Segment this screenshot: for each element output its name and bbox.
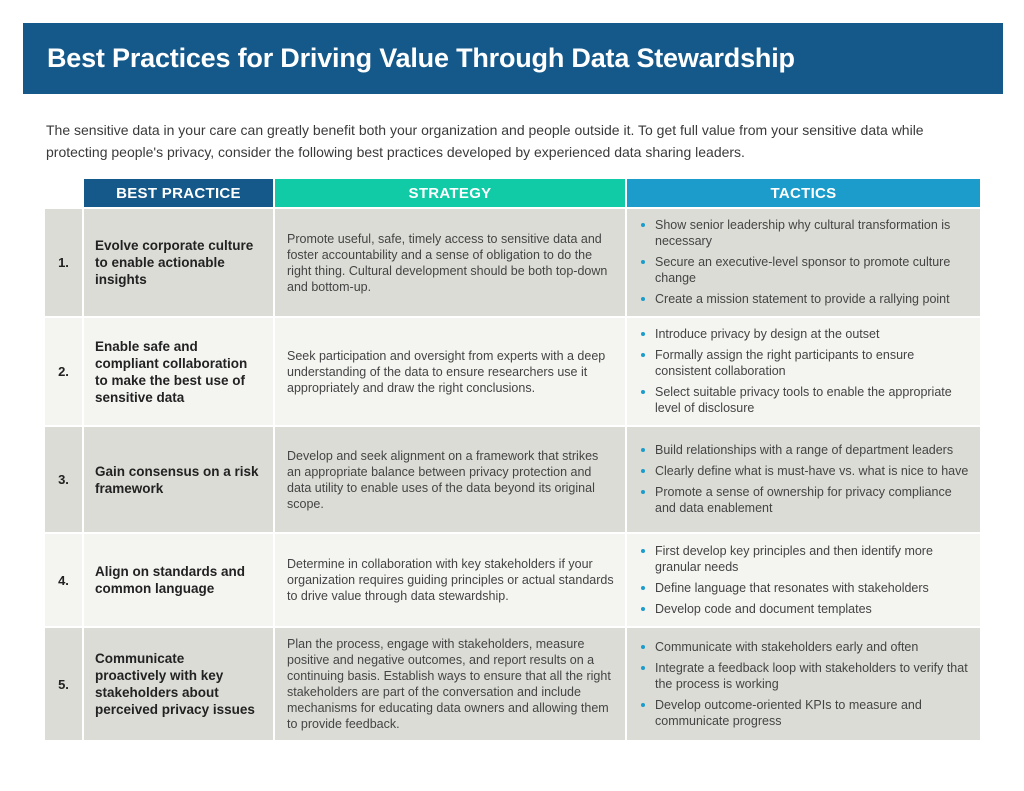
strategy-cell: Seek participation and oversight from experts with a deep understanding of the data to ensure researchers use it appropriately and draw the right conclusions. bbox=[275, 318, 625, 425]
tactic-item: Select suitable privacy tools to enable the appropriate level of disclosure bbox=[641, 384, 970, 416]
tactic-item: Show senior leadership why cultural transformation is necessary bbox=[641, 217, 970, 249]
practice-cell: Communicate proactively with key stakeholders about perceived privacy issues bbox=[84, 628, 273, 740]
tactic-item: Clearly define what is must-have vs. what is nice to have bbox=[641, 463, 970, 479]
practice-cell: Enable safe and compliant collaboration to make the best use of sensitive data bbox=[84, 318, 273, 425]
tactic-item: First develop key principles and then identify more granular needs bbox=[641, 543, 970, 575]
tactics-list bbox=[641, 326, 970, 416]
tactics-list bbox=[641, 442, 970, 516]
number-column-header bbox=[45, 179, 82, 207]
strategy-column-header: STRATEGY bbox=[275, 179, 625, 207]
tactics-cell bbox=[627, 427, 980, 532]
strategy-cell: Determine in collaboration with key stakeholders if your organization requires guiding principles or actual standards to drive value through data stewardship. bbox=[275, 534, 625, 626]
row-number: 1. bbox=[45, 209, 82, 316]
strategy-cell: Develop and seek alignment on a framework that strikes an appropriate balance between privacy protection and data utility to enable uses of the data beyond its original scope. bbox=[275, 427, 625, 532]
strategy-cell: Promote useful, safe, timely access to sensitive data and foster accountability and a sense of obligation to do the right thing. Cultural development should be both top-down and bottom-up. bbox=[275, 209, 625, 316]
tactic-item: Develop outcome-oriented KPIs to measure and communicate progress bbox=[641, 697, 970, 729]
best-practice-column-header: BEST PRACTICE bbox=[84, 179, 273, 207]
practice-cell: Gain consensus on a risk framework bbox=[84, 427, 273, 532]
row-number: 5. bbox=[45, 628, 82, 740]
page-title: Best Practices for Driving Value Through Data Stewardship bbox=[23, 23, 1003, 94]
tactics-cell bbox=[627, 628, 980, 740]
table-row bbox=[45, 427, 980, 532]
best-practices-table bbox=[43, 177, 982, 742]
row-number: 2. bbox=[45, 318, 82, 425]
table-row bbox=[45, 209, 980, 316]
tactics-cell bbox=[627, 318, 980, 425]
tactic-item: Secure an executive-level sponsor to promote culture change bbox=[641, 254, 970, 286]
table-header-row bbox=[45, 179, 980, 207]
tactics-list bbox=[641, 639, 970, 729]
tactic-item: Build relationships with a range of department leaders bbox=[641, 442, 970, 458]
tactics-cell bbox=[627, 534, 980, 626]
tactic-item: Develop code and document templates bbox=[641, 601, 970, 617]
tactic-item: Promote a sense of ownership for privacy compliance and data enablement bbox=[641, 484, 970, 516]
table-row bbox=[45, 318, 980, 425]
tactic-item: Define language that resonates with stakeholders bbox=[641, 580, 970, 596]
tactic-item: Introduce privacy by design at the outset bbox=[641, 326, 970, 342]
strategy-cell: Plan the process, engage with stakeholders, measure positive and negative outcomes, and report results on a continuing basis. Establish ways to ensure that all the right stakeholders are part of the conversation and include mechanisms for educating data owners and allowing them to provide feedback. bbox=[275, 628, 625, 740]
tactics-list bbox=[641, 217, 970, 307]
tactic-item: Communicate with stakeholders early and often bbox=[641, 639, 970, 655]
tactic-item: Formally assign the right participants to ensure consistent collaboration bbox=[641, 347, 970, 379]
practice-cell: Evolve corporate culture to enable actionable insights bbox=[84, 209, 273, 316]
row-number: 3. bbox=[45, 427, 82, 532]
row-number: 4. bbox=[45, 534, 82, 626]
tactic-item: Create a mission statement to provide a rallying point bbox=[641, 291, 970, 307]
tactic-item: Integrate a feedback loop with stakeholders to verify that the process is working bbox=[641, 660, 970, 692]
tactics-list bbox=[641, 543, 970, 617]
table-row bbox=[45, 534, 980, 626]
tactics-cell bbox=[627, 209, 980, 316]
tactics-column-header: TACTICS bbox=[627, 179, 980, 207]
intro-paragraph: The sensitive data in your care can greatly benefit both your organization and people outside it. To get full value from your sensitive data while protecting people's privacy, consider the following best practices developed by experienced data sharing leaders. bbox=[46, 122, 924, 160]
practice-cell: Align on standards and common language bbox=[84, 534, 273, 626]
table-row bbox=[45, 628, 980, 740]
